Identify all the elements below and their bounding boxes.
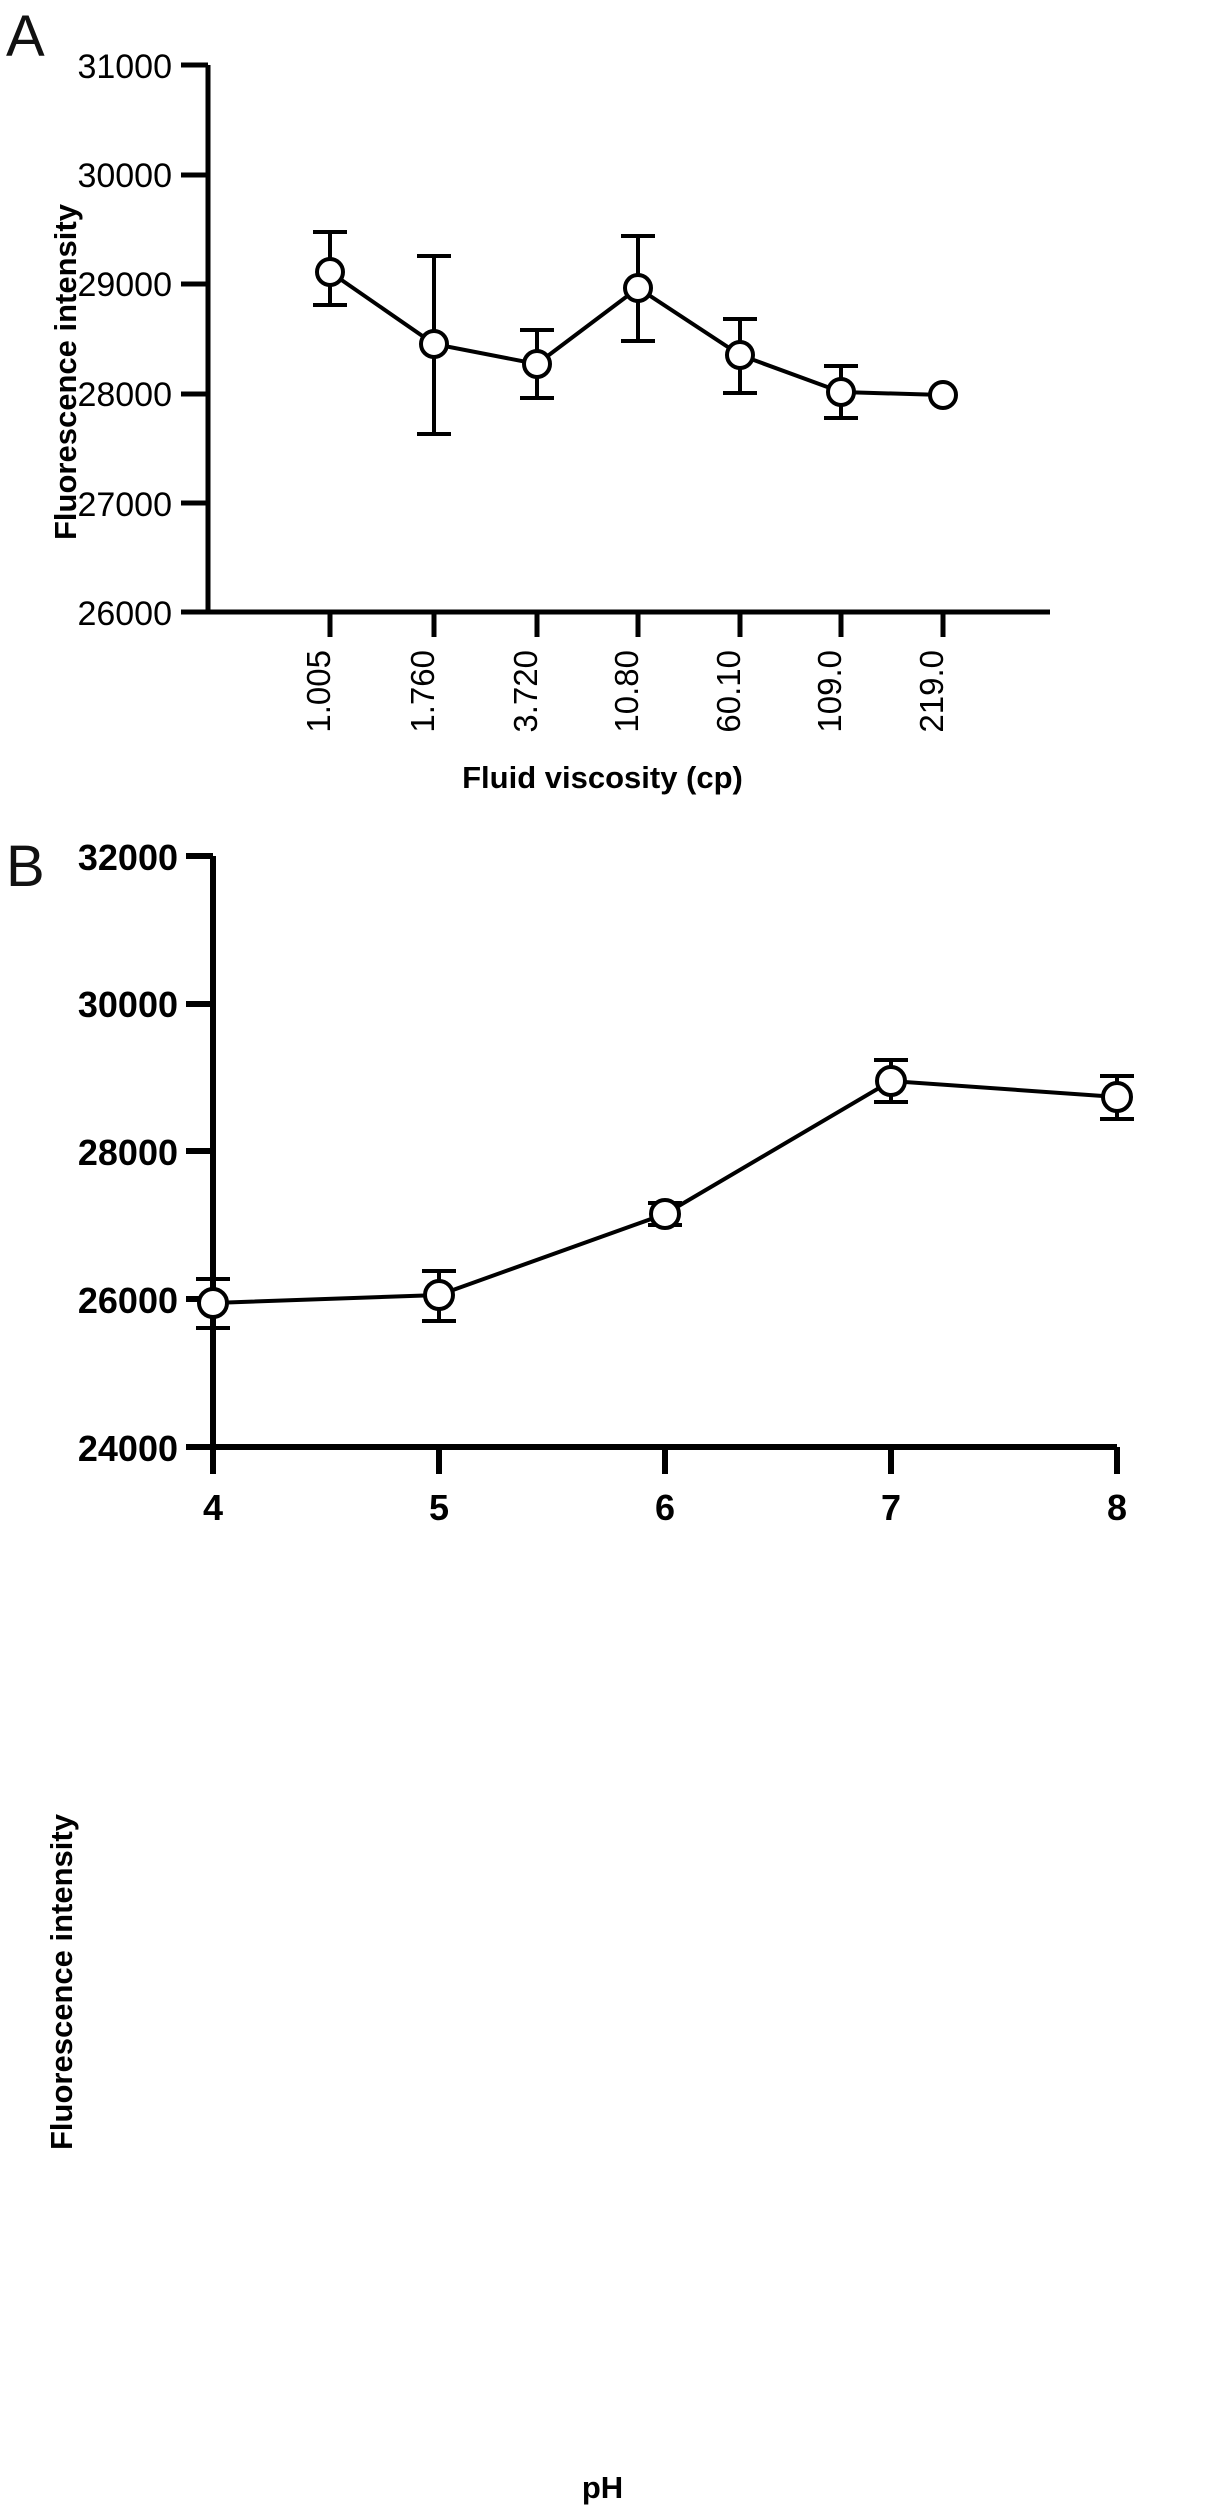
- panel-a-x-ticks: [330, 612, 943, 637]
- panel-a-ytick-2: 28000: [77, 376, 172, 414]
- panel-a-plot: [0, 0, 1205, 820]
- panel-b: [0, 820, 1205, 2505]
- panel-a-ytick-4: 30000: [77, 157, 172, 195]
- panel-a-ytick-5: 31000: [77, 48, 172, 86]
- panel-a-letter: A: [6, 4, 45, 69]
- panel-a-xtick-5: 109.0: [811, 650, 848, 733]
- panel-a-xtick-4: 60.10: [710, 650, 747, 733]
- panel-a-xtick-1: 1.760: [404, 650, 441, 733]
- panel-a-xtick-2: 3.720: [507, 650, 544, 733]
- panel-b-ytick-4: 32000: [77, 837, 178, 878]
- panel-b-ytick-2: 28000: [77, 1132, 178, 1173]
- panel-b-xtick-1: 5: [428, 1487, 450, 1528]
- panel-a-ytick-1: 27000: [77, 486, 172, 524]
- panel-b-markers: [199, 1067, 1131, 1317]
- panel-b-x-ticks: [213, 1447, 1117, 1474]
- panel-b-xtick-4: 8: [1106, 1487, 1128, 1528]
- panel-b-letter: B: [6, 834, 45, 899]
- panel-b-y-axis-label: Fluorescence intensity: [44, 1814, 79, 2150]
- panel-a-y-axis-label: Fluorescence intensity: [48, 204, 83, 540]
- panel-b-xtick-2: 6: [654, 1487, 676, 1528]
- panel-b-xtick-0: 4: [202, 1487, 224, 1528]
- panel-b-ytick-0: 24000: [77, 1428, 178, 1469]
- panel-a-x-axis-label: Fluid viscosity (cp): [462, 760, 743, 795]
- panel-a-xtick-3: 10.80: [608, 650, 645, 733]
- panel-a-xtick-0: 1.005: [300, 650, 337, 733]
- panel-b-error-bars: [196, 1060, 1134, 1328]
- panel-b-x-axis-label: pH: [581, 2470, 624, 2505]
- panel-a-error-bars: [313, 232, 858, 434]
- panel-b-ytick-1: 26000: [77, 1280, 178, 1321]
- panel-a-xtick-6: 219.0: [913, 650, 950, 733]
- panel-b-xtick-3: 7: [880, 1487, 902, 1528]
- panel-b-y-ticks: [186, 856, 213, 1447]
- panel-b-ytick-3: 30000: [77, 984, 178, 1025]
- panel-b-plot: [0, 820, 1205, 1733]
- panel-a: [0, 0, 1205, 820]
- panel-b-series-line: [213, 1081, 1117, 1303]
- panel-a-ytick-0: 26000: [77, 595, 172, 633]
- panel-a-ytick-3: 29000: [77, 266, 172, 304]
- panel-a-y-ticks: [181, 65, 208, 612]
